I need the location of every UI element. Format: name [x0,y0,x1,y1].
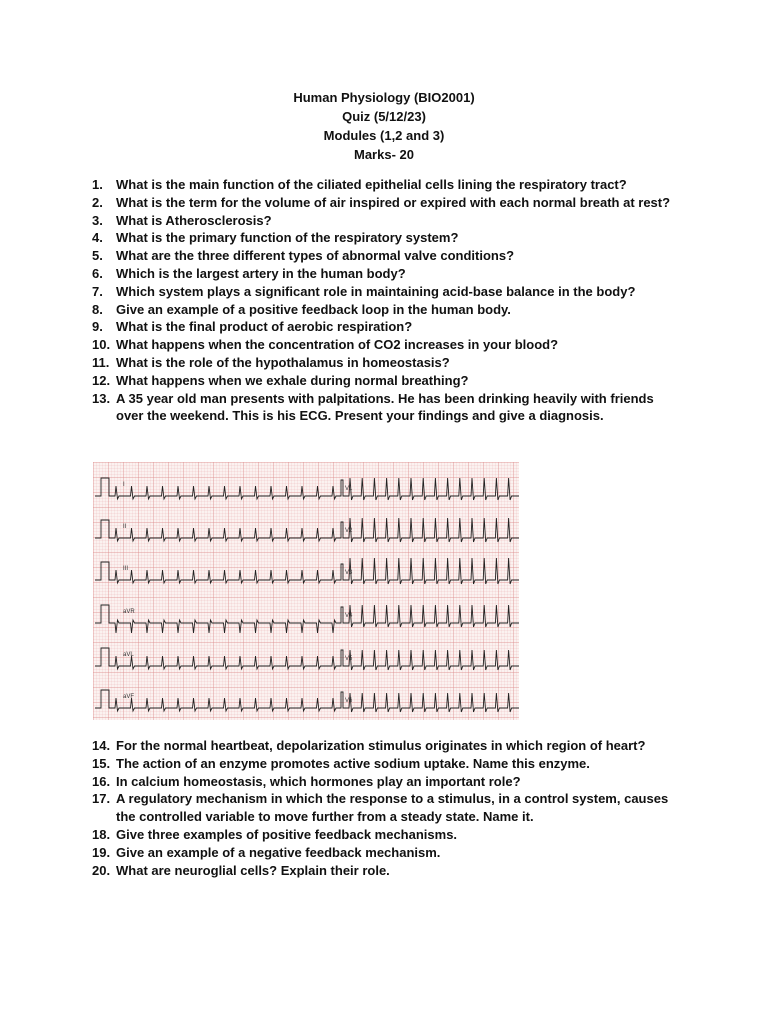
question-text: The action of an enzyme promotes active sodium uptake. Name this enzyme. [116,755,590,771]
question-number: 14. [92,738,111,753]
question-number: 6. [92,265,103,281]
question-number: 18. [92,826,111,842]
question-item [80,844,680,862]
question-item [80,265,680,283]
lead-label-left: III [123,566,129,572]
lead-label-left: I [123,482,125,488]
question-text: What happens when we exhale during normal breathing? [116,372,469,388]
question-item [80,773,680,791]
ecg-row-trace [95,605,519,633]
question-number: 15. [92,755,111,771]
ecg-row-trace [95,518,519,542]
question-text: Give an example of a positive feedback loop in the human body. [116,301,511,317]
modules-line: Modules (1,2 and 3) [323,128,445,143]
question-text: What is the primary function of the respiratory system? [116,230,459,246]
question-text: Which system plays a significant role in maintaining acid-base balance in the body? [116,283,636,299]
question-item [80,390,680,426]
question-number: 10. [92,337,111,353]
question-number: 7. [92,283,103,299]
question-item [80,283,680,301]
marks-line: Marks- 20 [354,147,414,162]
lead-label-right: V3 [345,570,353,576]
question-text: What is Atherosclerosis? [116,212,272,228]
quiz-date: Quiz (5/12/23) [342,109,426,124]
question-list-part-2 [80,737,680,879]
ecg-row-trace [95,478,519,500]
question-item [80,862,680,880]
lead-label-left: II [123,524,127,530]
lead-label-right: V6 [345,698,353,704]
question-number: 12. [92,372,111,388]
question-text: A regulatory mechanism in which the response to a stimulus, in a control system, causes the controlled variable to move further from a steady state. Name it. [116,791,669,825]
question-number: 16. [92,773,111,789]
question-number: 8. [92,301,103,317]
question-text: Give three examples of positive feedback mechanisms. [116,826,458,842]
question-number: 9. [92,319,103,335]
question-number: 20. [92,862,111,878]
question-item [80,354,680,372]
lead-label-right: V5 [345,656,353,662]
ecg-image [93,462,519,720]
question-number: 17. [92,791,111,807]
question-item [80,212,680,230]
question-item [80,247,680,265]
lead-label-left: aVR [123,609,135,615]
question-item [80,336,680,354]
question-item [80,790,680,826]
question-number: 5. [92,248,103,264]
question-number: 1. [92,177,103,192]
question-item [80,301,680,319]
ecg-row-trace [95,558,519,584]
question-list-part-1 [80,176,680,425]
question-number: 2. [92,194,103,210]
question-text: Give an example of a negative feedback mechanism. [116,844,441,860]
question-text: A 35 year old man presents with palpitations. He has been drinking heavily with friends over the weekend. This is his ECG. Present your findings and give a diagnosis. [116,390,654,424]
lead-label-right: V2 [345,528,353,534]
question-number: 4. [92,230,103,246]
question-item [80,176,680,194]
question-number: 11. [92,354,110,370]
question-item [80,826,680,844]
question-text: What is the main function of the ciliated epithelial cells lining the respiratory tract? [116,177,627,192]
lead-label-right: V1 [345,486,353,492]
question-text: What is the term for the volume of air inspired or expired with each normal breath at rest? [116,194,671,210]
lead-label-left: aVF [123,694,135,700]
ecg-row-trace [95,648,519,670]
question-number: 3. [92,212,103,228]
question-item [80,737,680,755]
question-text: What is the role of the hypothalamus in homeostasis? [116,354,450,370]
question-item [80,229,680,247]
question-number: 19. [92,844,111,860]
question-item [80,372,680,390]
question-text: In calcium homeostasis, which hormones play an important role? [116,773,521,789]
quiz-header [0,88,768,164]
question-item [80,194,680,212]
question-number: 13. [92,390,111,406]
ecg-row-trace [95,690,519,712]
question-text: What are neuroglial cells? Explain their role. [116,862,390,878]
question-text: What are the three different types of abnormal valve conditions? [116,248,515,264]
question-text: What is the final product of aerobic respiration? [116,319,413,335]
question-text: What happens when the concentration of CO2 increases in your blood? [116,337,559,353]
lead-label-right: V4 [345,613,353,619]
question-text: Which is the largest artery in the human body? [116,265,406,281]
question-text: For the normal heartbeat, depolarization stimulus originates in which region of heart? [116,738,646,753]
ecg-trace [93,462,519,720]
course-title: Human Physiology (BIO2001) [293,90,475,105]
question-item [80,318,680,336]
lead-label-left: aVL [123,652,134,658]
question-item [80,755,680,773]
